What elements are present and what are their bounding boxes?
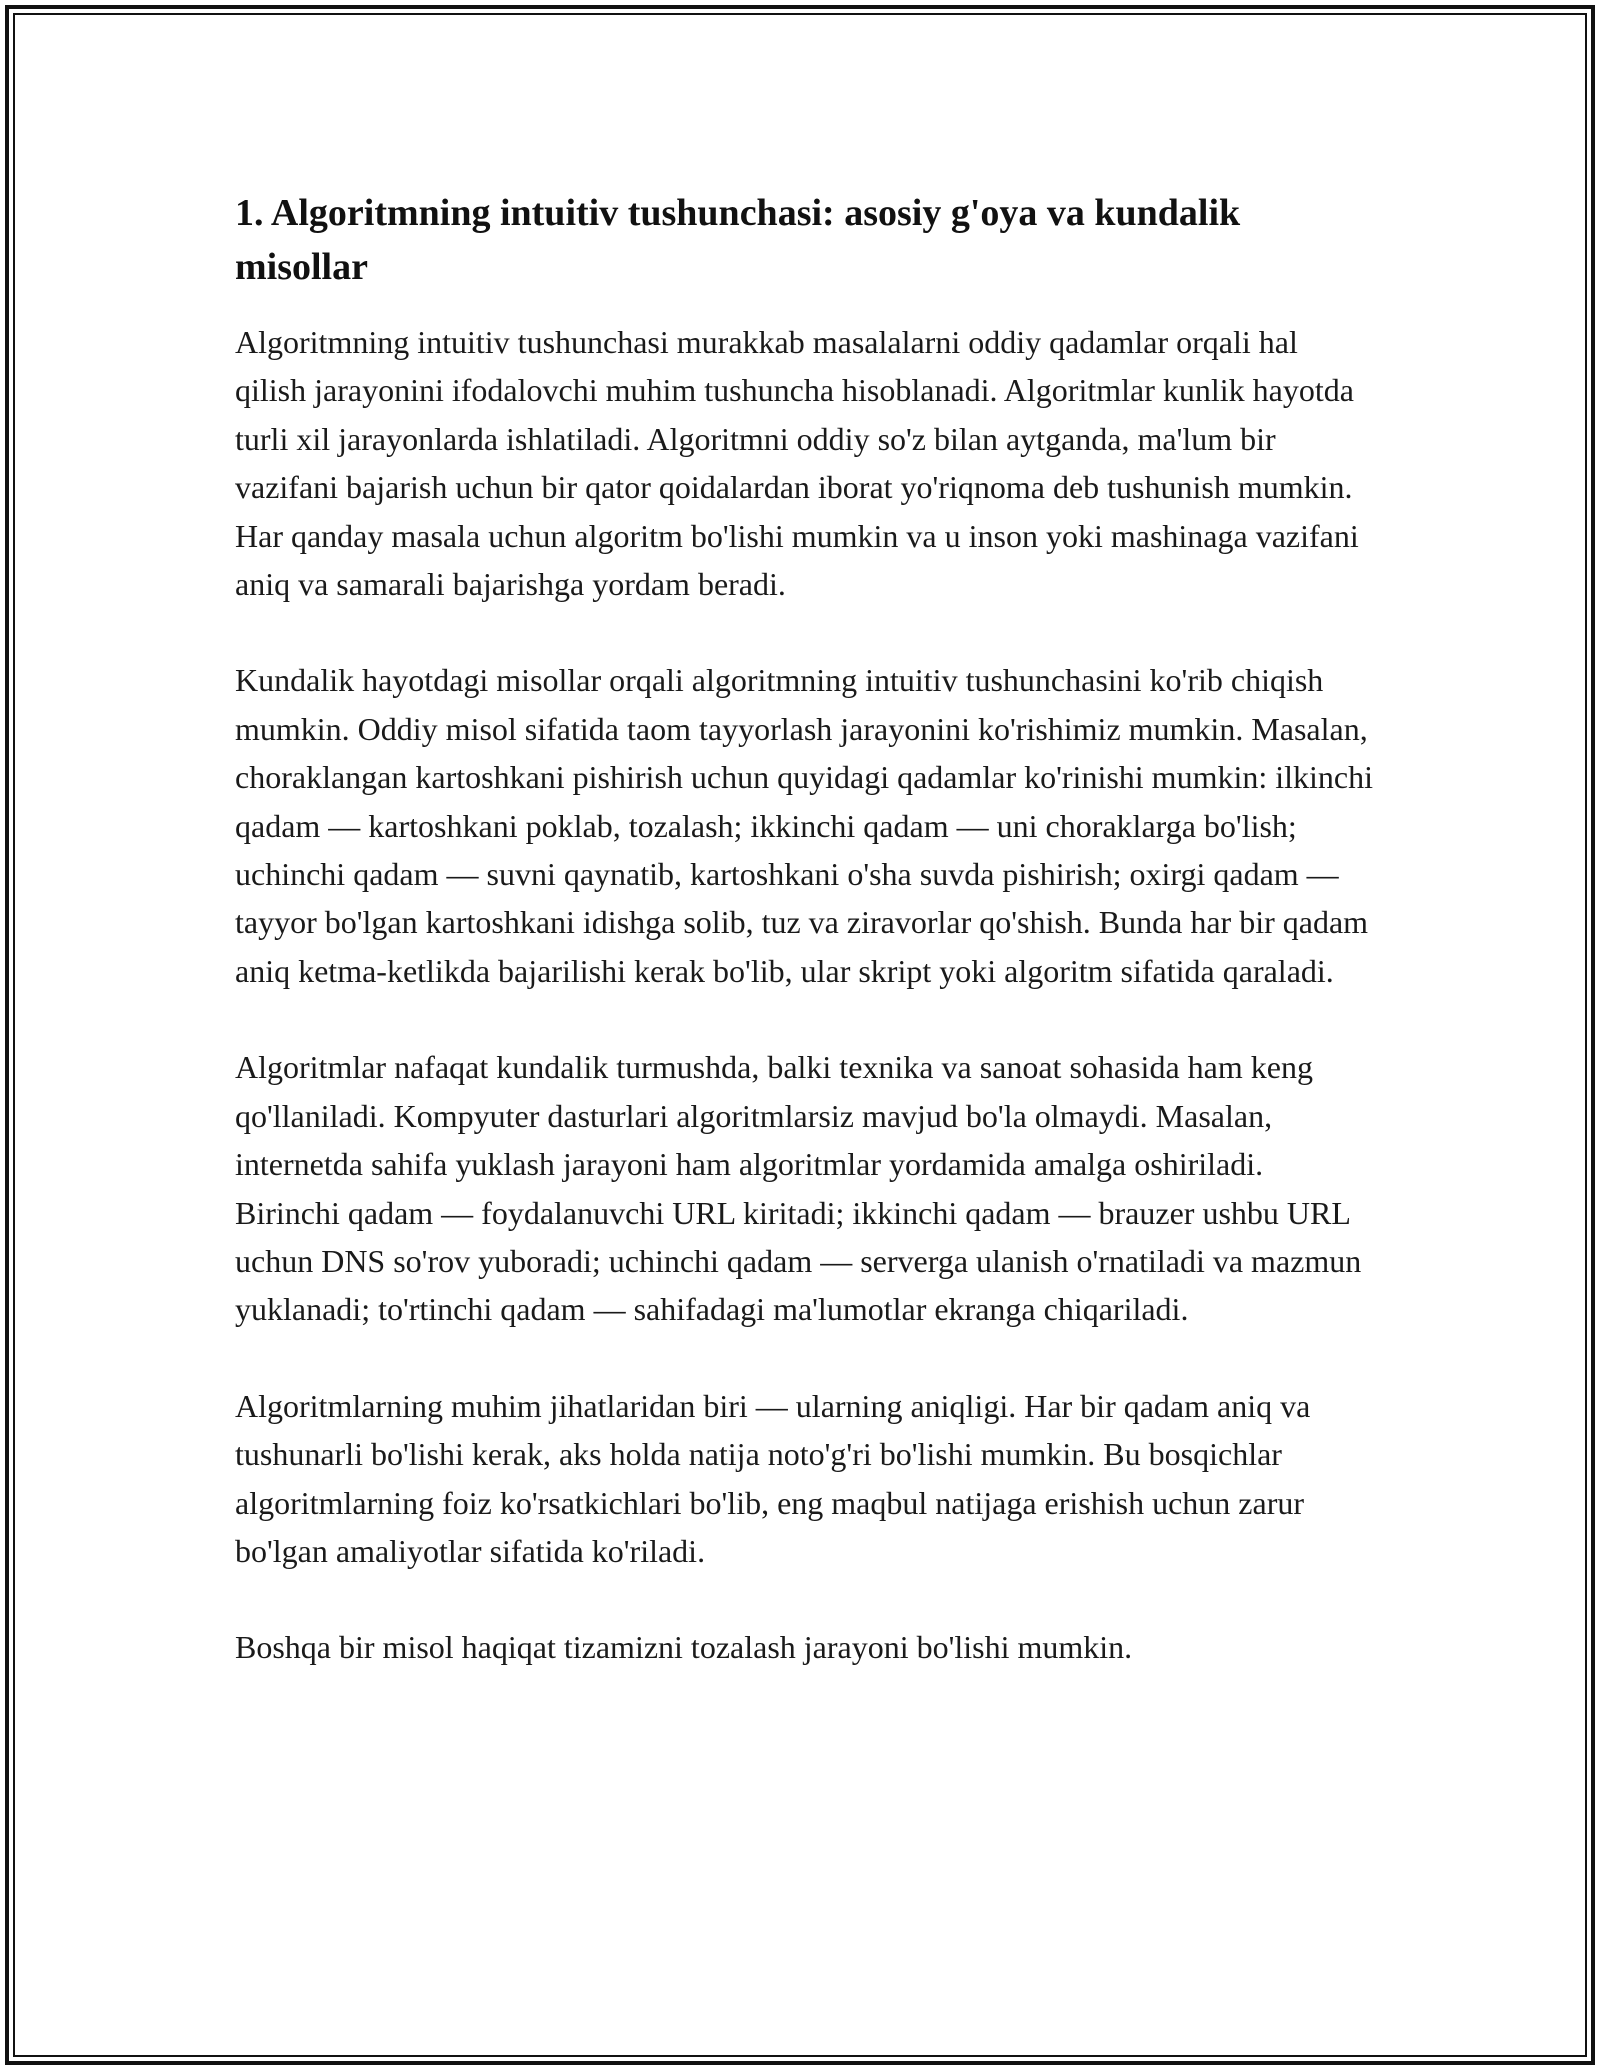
document-body [235,186,1375,1720]
paragraph-daily-example: Kundalik hayotdagi misollar orqali algoritmning intuitiv tushunchasini ko'rib chiqish mumkin. Oddiy misol sifatida taom tayyorlash jarayonini ko'rishimiz mumkin. Masalan, choraklangan kartoshkani pishirish uchun quyidagi qadamlar ko'rinishi mumkin: ilkinchi qadam — kartoshkani poklab, tozalash; ikkinchi qadam — uni choraklarga bo'lish; uchinchi qadam — suvni qaynatib, kartoshkani o'sha suvda pishirish; oxirgi qadam — tayyor bo'lgan kartoshkani idishga solib, tuz va ziravorlar qo'shish. Bunda har bir qadam aniq ketma-ketlikda bajarilishi kerak bo'lib, ular skript yoki algoritm sifatida qaraladi. [235,662,1373,989]
paragraph-tech-example: Algoritmlar nafaqat kundalik turmushda, balki texnika va sanoat sohasida ham keng qo'llaniladi. Kompyuter dasturlari algoritmlarsiz mavjud bo'la olmaydi. Masalan, internetda sahifa yuklash jarayoni ham algoritmlar yordamida amalga oshiriladi. Birinchi qadam — foydalanuvchi URL kiritadi; ikkinchi qadam — brauzer ushbu URL uchun DNS so'rov yuboradi; uchinchi qadam — serverga ulanish o'rnatiladi va mazmun yuklanadi; to'rtinchi qadam — sahifadagi ma'lumotlar ekranga chiqariladi. [235,1049,1362,1328]
paragraph-another-example: Boshqa bir misol haqiqat tizamizni tozalash jarayoni bo'lishi mumkin. [235,1629,1133,1666]
section-heading: 1. Algoritmning intuitiv tushunchasi: asosiy g'oya va kundalik misollar [235,192,1241,288]
paragraph-precision: Algoritmlarning muhim jihatlaridan biri — ularning aniqligi. Har bir qadam aniq va tushunarli bo'lishi kerak, aks holda natija noto'g'ri bo'lishi mumkin. Bu bosqichlar algoritmlarning foiz ko'rsatkichlari bo'lib, eng maqbul natijaga erishish uchun zarur bo'lgan amaliyotlar sifatida ko'riladi. [235,1387,1311,1569]
paragraph-intro: Algoritmning intuitiv tushunchasi murakkab masalalarni oddiy qadamlar orqali hal qilish jarayonini ifodalovchi muhim tushuncha hisoblanadi. Algoritmlar kunlik hayotda turli xil jarayonlarda ishlatiladi. Algoritmni oddiy so'z bilan aytganda, ma'lum bir vazifani bajarish uchun bir qator qoidalardan iborat yo'riqnoma deb tushunish mumkin. Har qanday masala uchun algoritm bo'lishi mumkin va u inson yoki mashinaga vazifani aniq va samarali bajarishga yordam beradi. [235,324,1359,603]
